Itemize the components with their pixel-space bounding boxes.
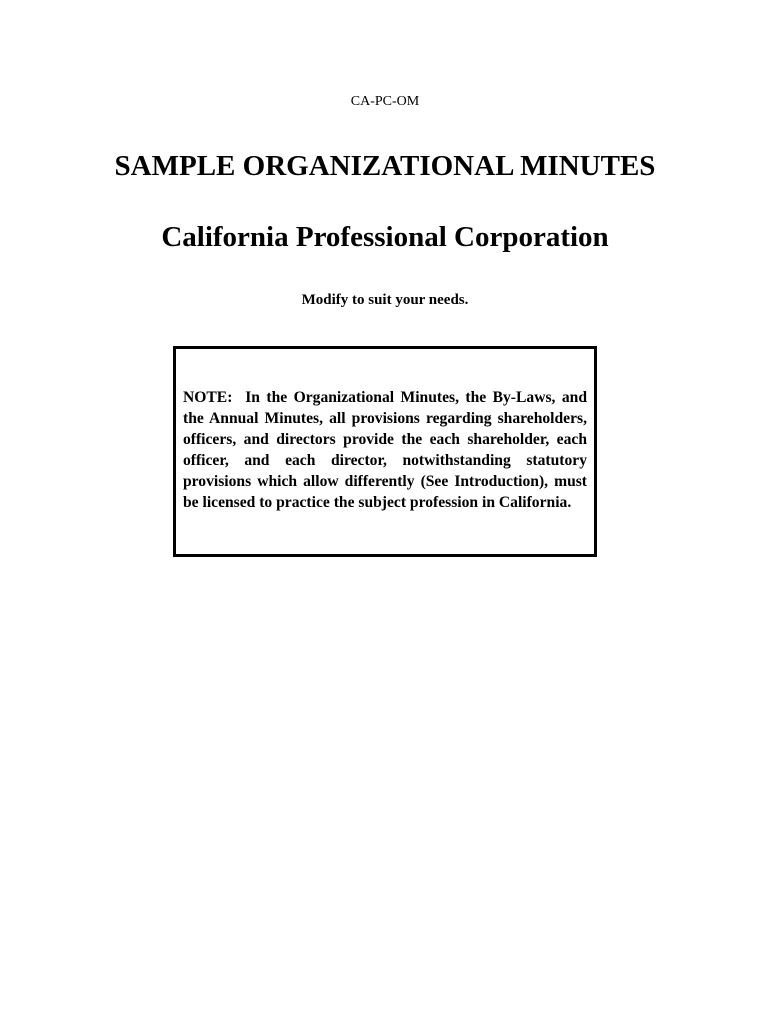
document-subtitle: California Professional Corporation — [161, 221, 609, 253]
note-text: NOTE: In the Organizational Minutes, the By-Laws, and the Annual Minutes, all provisions regarding shareholders, officers, and directors provide the each shareholder, each officer, and each director, notwithstanding statutory provisions which allow differently (See Introduction), must be licensed to practice the subject profession in California. — [183, 389, 587, 511]
document-title: SAMPLE ORGANIZATIONAL MINUTES — [114, 150, 656, 182]
note-box — [173, 346, 597, 557]
document-instruction: Modify to suit your needs. — [301, 292, 469, 308]
document-code: CA-PC-OM — [350, 94, 420, 109]
